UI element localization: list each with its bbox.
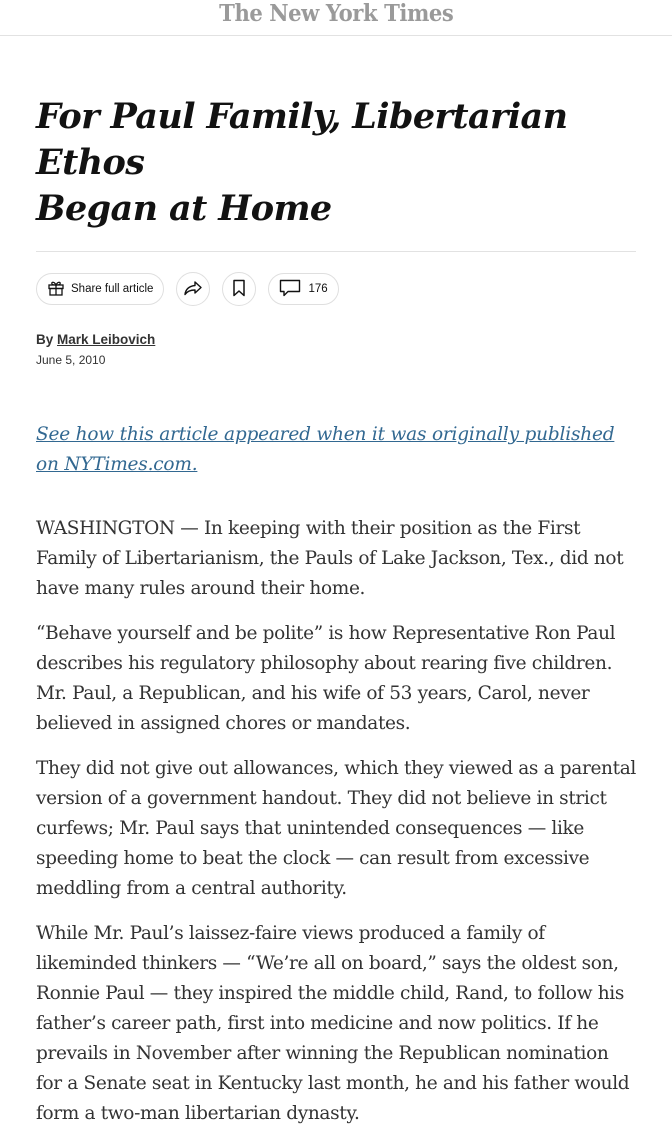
archive-note-link[interactable]: See how this article appeared when it was originally published on NYTimes.com. bbox=[36, 424, 615, 475]
author-link[interactable]: Mark Leibovich bbox=[57, 332, 156, 347]
share-full-article-button[interactable] bbox=[36, 273, 164, 305]
article-toolbar bbox=[36, 272, 636, 306]
share-arrow-icon bbox=[183, 280, 203, 299]
paragraph: They did not give out allowances, which they viewed as a parental version of a government handout. They did not believe in strict curfews; Mr. Paul says that unintended consequences — like speeding home to beat the clock — can result from excessive meddling from a central authority. bbox=[36, 758, 636, 899]
article bbox=[36, 94, 636, 1144]
nyt-logo[interactable]: The New York Times bbox=[218, 0, 454, 27]
paragraph: WASHINGTON — In keeping with their position as the First Family of Libertarianism, the Pauls of Lake Jackson, Tex., did not have many rules around their home. bbox=[36, 518, 624, 599]
article-body bbox=[36, 514, 636, 1129]
share-full-article-label: Share full article bbox=[71, 283, 154, 295]
comment-icon bbox=[279, 279, 301, 300]
save-button[interactable] bbox=[222, 272, 256, 306]
headline-divider bbox=[36, 251, 636, 252]
paragraph: “Behave yourself and be polite” is how Representative Ron Paul describes his regulatory philosophy about rearing five children. Mr. Paul, a Republican, and his wife of 53 years, Carol, never believed in assigned chores or mandates. bbox=[36, 623, 616, 734]
comment-count: 176 bbox=[308, 283, 328, 295]
publish-date: June 5, 2010 bbox=[36, 353, 106, 367]
headline-line-1: For Paul Family, Libertarian Ethos bbox=[36, 96, 568, 183]
byline-prefix: By bbox=[36, 332, 54, 347]
gift-icon bbox=[47, 279, 65, 300]
comments-button[interactable] bbox=[268, 273, 338, 305]
headline-line-2: Began at Home bbox=[36, 188, 332, 229]
headline bbox=[36, 94, 636, 232]
paragraph: While Mr. Paul’s laissez-faire views produced a family of likeminded thinkers — “We’re all on board,” says the oldest son, Ronnie Paul — they inspired the middle child, Rand, to follow his father’s career path, first into medicine and now politics. If he prevails in November after winning the Republican nomination for a Senate seat in Kentucky last month, he and his father would form a two-man libertarian dynasty. bbox=[36, 923, 630, 1124]
masthead bbox=[0, 0, 672, 36]
byline bbox=[36, 332, 636, 347]
bookmark-icon bbox=[232, 279, 246, 300]
share-button[interactable] bbox=[176, 272, 210, 306]
